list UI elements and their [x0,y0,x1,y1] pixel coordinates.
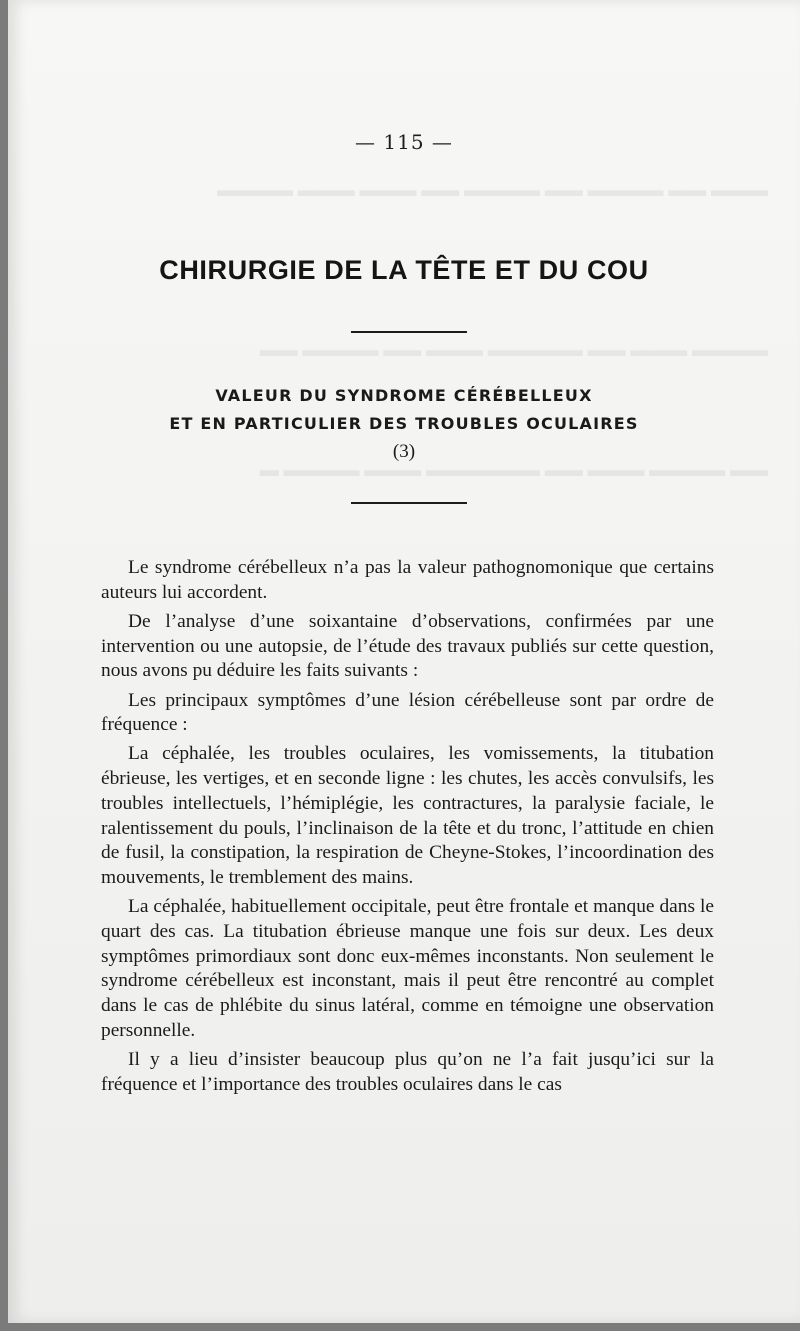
book-page [8,0,800,1323]
page-number: — 115 — [355,130,453,154]
paragraph: La céphalée, les troubles oculaires, les vomissements, la titubation ébrieuse, les vertiges, et en seconde ligne : les chutes, les accès convulsifs, les troubles intellectuels, l’hémiplégie, les contractures, la paralysie faciale, le ralentissement du pouls, l’inclinaison de la tête et du tronc, l’attitude en chien de fusil, la constipation, la respiration de Cheyne-Stokes, l’incoordination des mouvements, le tremblement des mains. [101,743,714,888]
paragraph: Les principaux symptômes d’une lésion cérébelleuse sont par ordre de fréquence : [101,689,714,736]
divider-rule [351,502,467,504]
divider-rule [351,331,467,333]
body-text [101,556,714,1102]
paragraph: La céphalée, habituellement occipitale, peut être frontale et manque dans le quart des cas. La titubation ébrieuse manque une fois sur deux. Les deux symptômes primordiaux sont donc eux-mêmes inconstants. Non seulement le syndrome cérébelleux est inconstant, mais il peut être rencontré au complet dans le cas de phlébite du sinus latéral, comme en témoigne une observation personnelle. [101,896,714,1041]
note-number: (3) [392,441,416,462]
show-through-texture: ▬▬ ▬▬▬▬ ▬▬▬ ▬▬ ▬▬▬▬▬▬ ▬▬▬ ▬▬▬▬ ▬ [259,460,768,481]
show-through-texture: ▬▬▬ ▬▬ ▬▬▬▬ ▬▬ ▬▬▬▬ ▬▬ ▬▬▬ ▬▬▬ ▬▬▬▬ [217,180,768,201]
paragraph: Le syndrome cérébelleux n’a pas la valeur pathognomonique que certains auteurs lui accordent. [101,557,714,603]
show-through-texture: ▬▬▬▬ ▬▬▬ ▬▬ ▬▬▬▬▬ ▬▬▬ ▬▬ ▬▬▬▬ ▬▬ [259,340,768,361]
section-title: CHIRURGIE DE LA TÊTE ET DU COU [159,255,649,285]
article-title-line-2: ET EN PARTICULIER DES TROUBLES OCULAIRES [169,414,639,433]
paragraph: De l’analyse d’une soixantaine d’observations, confirmées par une intervention ou une autopsie, de l’étude des travaux publiés sur cette question, nous avons pu déduire les faits suivants : [101,610,714,682]
article-title-line-1: VALEUR DU SYNDROME CÉRÉBELLEUX [215,386,593,405]
paragraph: Il y a lieu d’insister beaucoup plus qu’on ne l’a fait jusqu’ici sur la fréquence et l’importance des troubles oculaires dans le cas [101,1048,714,1095]
